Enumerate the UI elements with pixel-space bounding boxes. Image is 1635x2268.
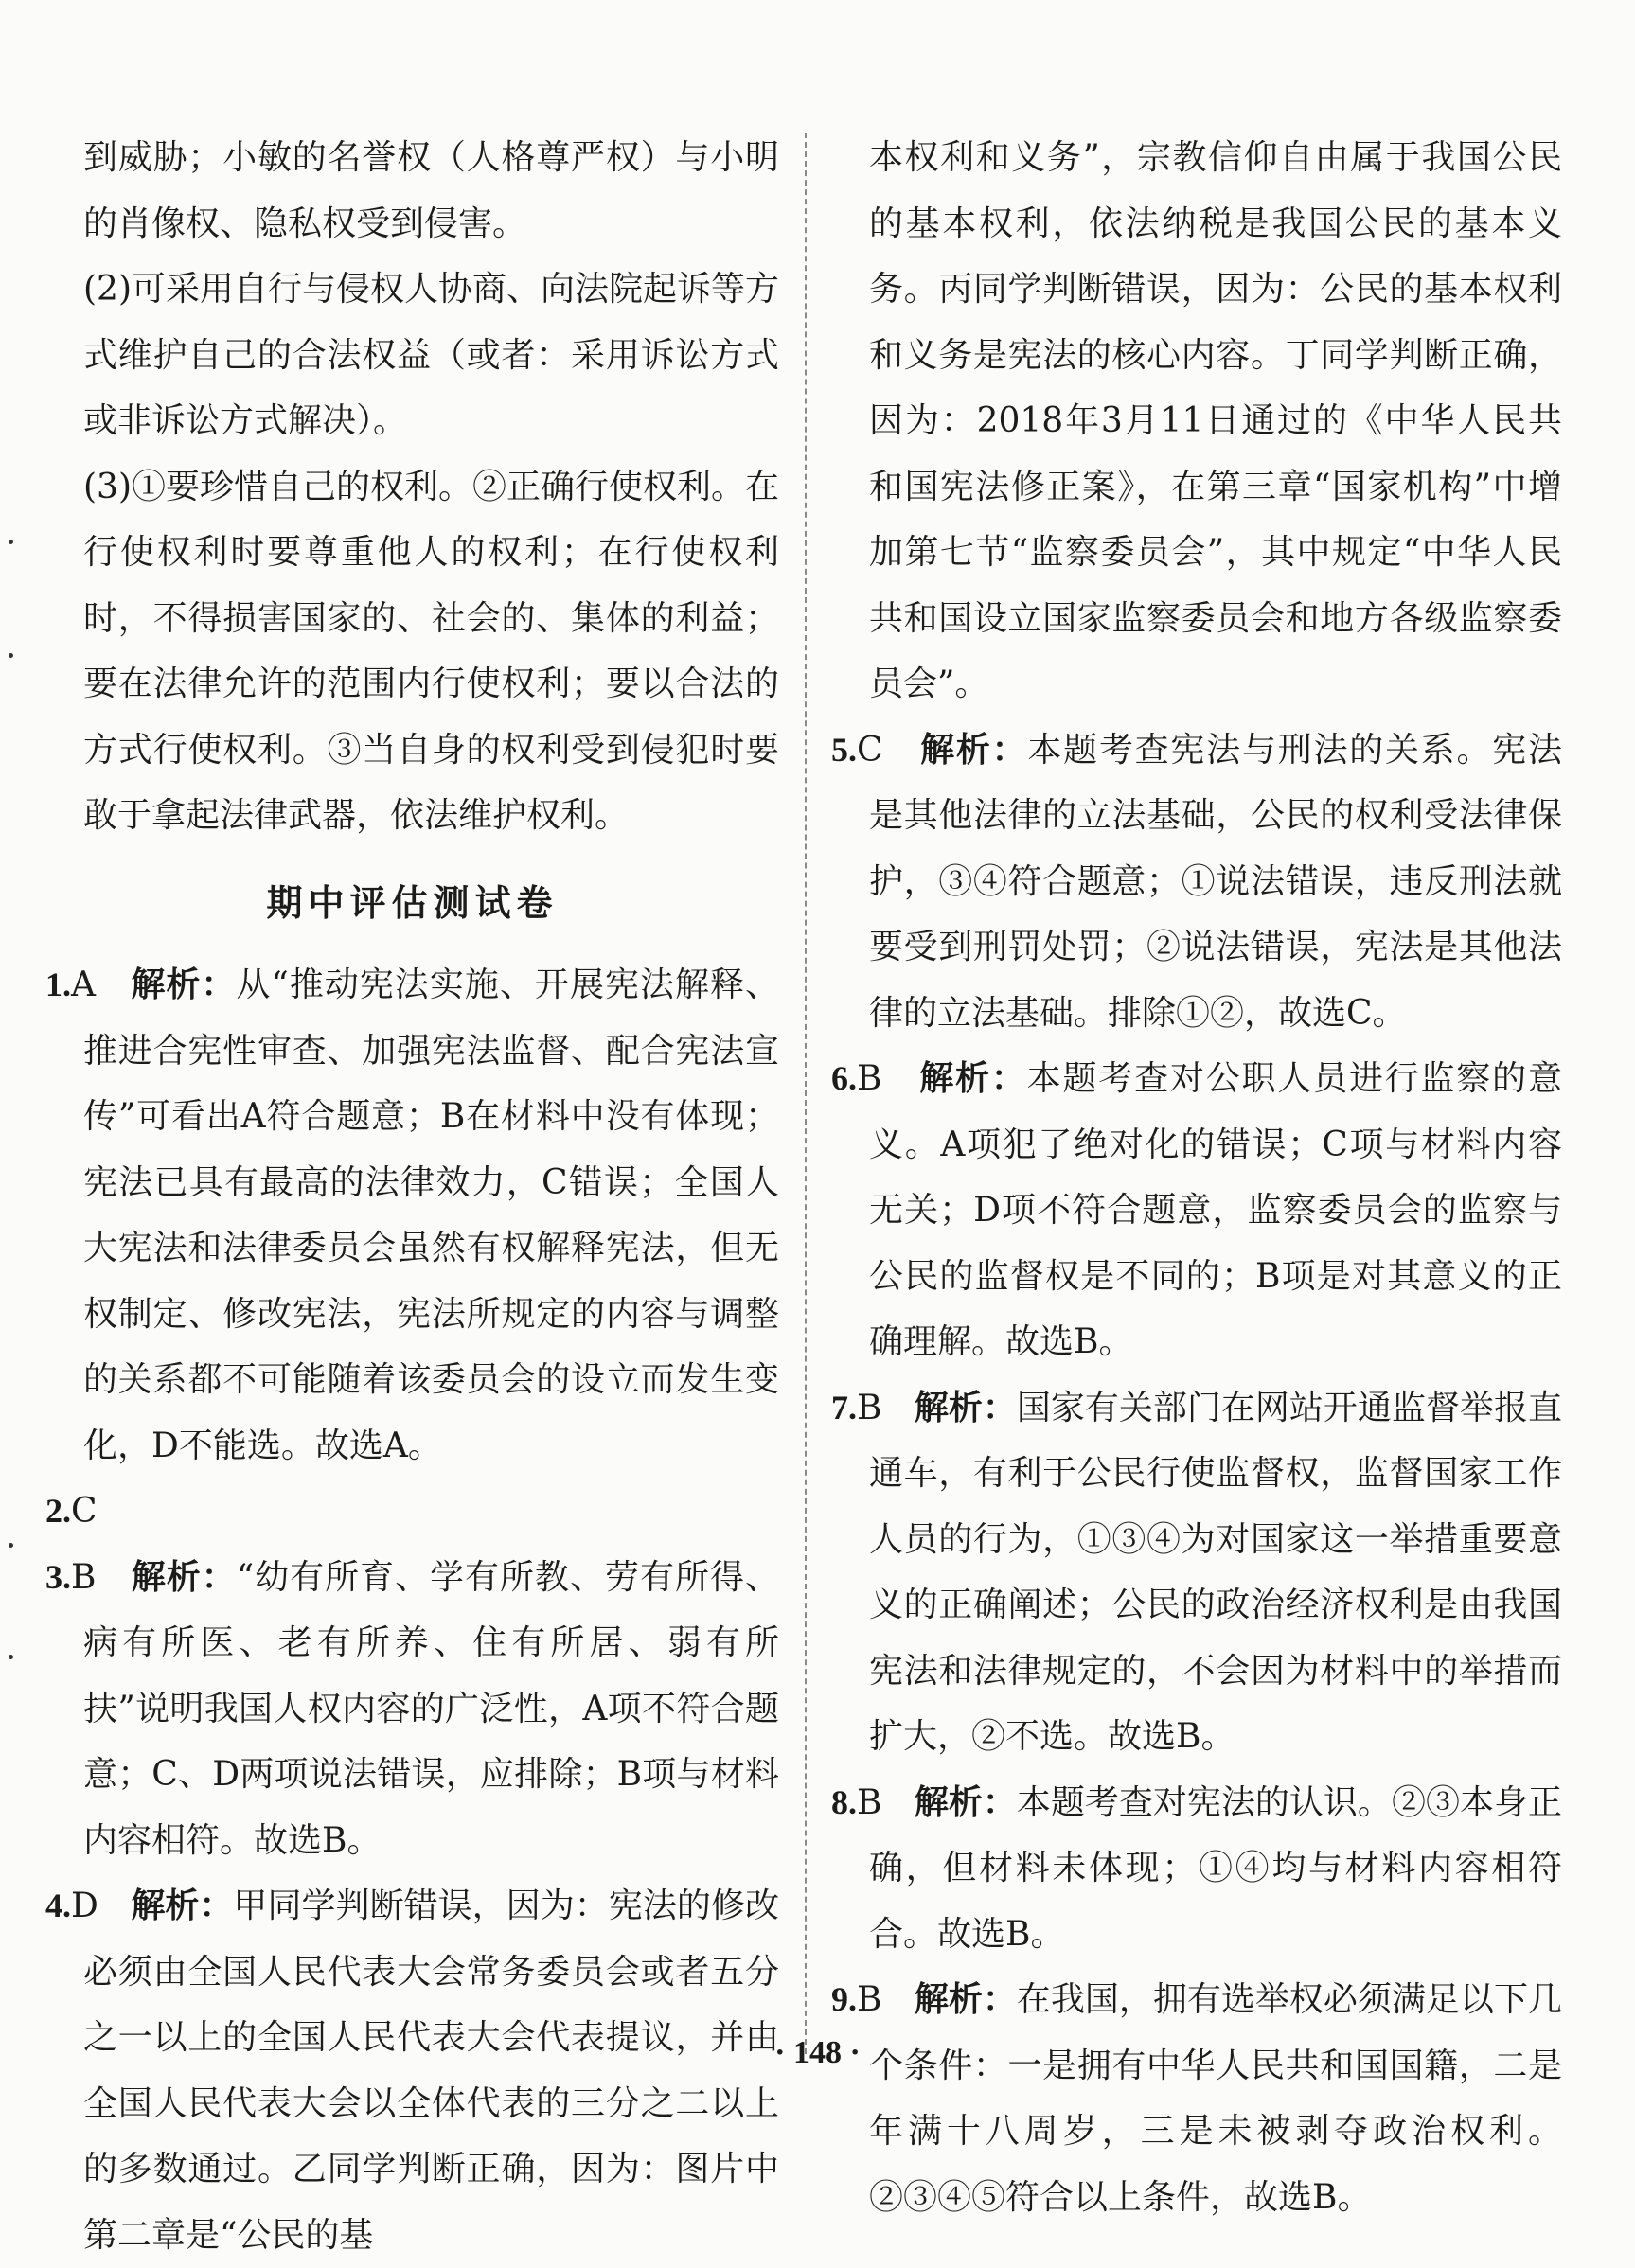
- page-number: · 148 ·: [774, 2035, 861, 2070]
- right-column: [831, 125, 1562, 2230]
- paragraph: 到威胁；小敏的名誉权（人格尊严权）与小明的肖像权、隐私权受到侵害。: [83, 138, 779, 243]
- answer-choice: B: [857, 1782, 882, 1822]
- left-column: [45, 125, 779, 2268]
- answer-item: [831, 1967, 1562, 2230]
- margin-mark: [9, 1655, 13, 1659]
- answer-number: 5.: [831, 730, 857, 769]
- paragraph: (2)可采用自行与侵权人协商、向法院起诉等方式维护自己的合法权益（或者：采用诉讼方式或非诉讼方式解决）。: [83, 270, 779, 440]
- analysis-text: “幼有所育、学有所教、劳有所得、病有所医、老有所养、住有所居、弱有所扶”说明我国人权内容的广泛性，A项不符合题意；C、D两项说法错误，应排除；B项与材料内容相符。故选B。: [83, 1557, 779, 1860]
- analysis-label: 解析：: [914, 1781, 1017, 1822]
- answer-choice: C: [71, 1492, 98, 1531]
- analysis-label: 解析：: [131, 965, 237, 1004]
- answer-item: [45, 1545, 779, 1874]
- analysis-text: 本题考查对公职人员进行监察的意义。A项犯了绝对化的错误；C项与材料内容无关；D项不符合题意，监察委员会的监察与公民的监督权是不同的；B项是对其意义的正确理解。故选B。: [869, 1059, 1562, 1361]
- answer-number: 7.: [831, 1388, 857, 1426]
- answer-choice: B: [857, 1980, 882, 2019]
- section-title: 期中评估测试卷: [266, 880, 559, 924]
- answer-item: [831, 1770, 1562, 1968]
- answer-number: 2.: [45, 1492, 71, 1530]
- answer-item: [45, 952, 779, 1479]
- analysis-text: 国家有关部门在网站开通监督举报直通车，有利于公民行使监督权，监督国家工作人员的行为，①③④为对国家这一举措重要意义的正确阐述；公民的政治经济权利是由我国宪法和法律规定的，不会因为材料中的举措而扩大，②不选。故选B。: [869, 1388, 1562, 1756]
- analysis-label: 解析：: [131, 1886, 234, 1925]
- answer-choice: D: [71, 1887, 98, 1925]
- answer-item: [831, 1375, 1562, 1770]
- answer-item: [831, 1046, 1562, 1375]
- analysis-text: 本题考查对宪法的认识。②③本身正确，但材料未体现；①④均与材料内容相符合。故选B。: [869, 1782, 1562, 1954]
- answer-choice: B: [857, 1388, 882, 1427]
- margin-mark: [9, 540, 13, 544]
- answer-number: 6.: [831, 1059, 857, 1097]
- column-divider: [805, 133, 807, 2054]
- analysis-label: 解析：: [914, 1387, 1017, 1427]
- answer-number: 9.: [831, 1980, 857, 2018]
- answer-item: [45, 1479, 779, 1545]
- analysis-label: 解析：: [919, 1058, 1027, 1098]
- analysis-text: 甲同学判断错误，因为：宪法的修改必须由全国人民代表大会常务委员会或者五分之一以上的全国人民代表大会代表提议，并由全国人民代表大会以全体代表的三分之二以上的多数通过。乙同学判断正确，因为：图片中第二章是“公民的基: [83, 1887, 779, 2255]
- paragraph: (3)①要珍惜自己的权利。②正确行使权利。在行使权利时要尊重他人的权利；在行使权利时，不得损害国家的、社会的、集体的利益；要在法律允许的范围内行使权利；要以合法的方式行使权利。③当自身的权利受到侵犯时要敢于拿起法律武器，依法维护权利。: [83, 467, 779, 835]
- answer-choice: B: [71, 1557, 97, 1597]
- analysis-text: 从“推动宪法实施、开展宪法解释、推进合宪性审查、加强宪法监督、配合宪法宣传”可看出A符合题意；B在材料中没有体现；宪法已具有最高的法律效力，C错误；全国人大宪法和法律委员会虽然有权解释宪法，但无权制定、修改宪法，宪法所规定的内容与调整的关系都不可能随着该委员会的设立而发生变化，D不能选。故选A。: [83, 966, 779, 1465]
- analysis-label: 解析：: [131, 1556, 237, 1597]
- margin-mark: [9, 653, 13, 658]
- answer-choice: C: [857, 730, 883, 770]
- answer-number: 8.: [831, 1782, 857, 1821]
- answer-number: 1.: [45, 966, 71, 1003]
- margin-mark: [9, 1543, 13, 1548]
- answer-item: [831, 718, 1562, 1047]
- analysis-text: 本题考查宪法与刑法的关系。宪法是其他法律的立法基础，公民的权利受法律保护，③④符合题意；①说法错误，违反刑法就要受到刑罚处罚；②说法错误，宪法是其他法律的立法基础。排除①②，故选C。: [869, 730, 1562, 1033]
- paragraph: 本权利和义务”，宗教信仰自由属于我国公民的基本权利，依法纳税是我国公民的基本义务。丙同学判断错误，因为：公民的基本权利和义务是宪法的核心内容。丁同学判断正确，因为：2018年3月11日通过的《中华人民共和国宪法修正案》，在第三章“国家机构”中增加第七节“监察委员会”，其中规定“中华人民共和国设立国家监察委员会和地方各级监察委员会”。: [869, 138, 1562, 703]
- answer-number: 3.: [45, 1557, 71, 1596]
- analysis-label: 解析：: [920, 729, 1028, 770]
- answer-choice: B: [857, 1059, 882, 1098]
- answer-choice: A: [71, 966, 96, 1004]
- answer-number: 4.: [45, 1887, 71, 1924]
- analysis-text: 在我国，拥有选举权必须满足以下几个条件：一是拥有中华人民共和国国籍，二是年满十八周岁，三是未被剥夺政治权利。②③④⑤符合以上条件，故选B。: [869, 1980, 1562, 2217]
- analysis-label: 解析：: [914, 1979, 1017, 2019]
